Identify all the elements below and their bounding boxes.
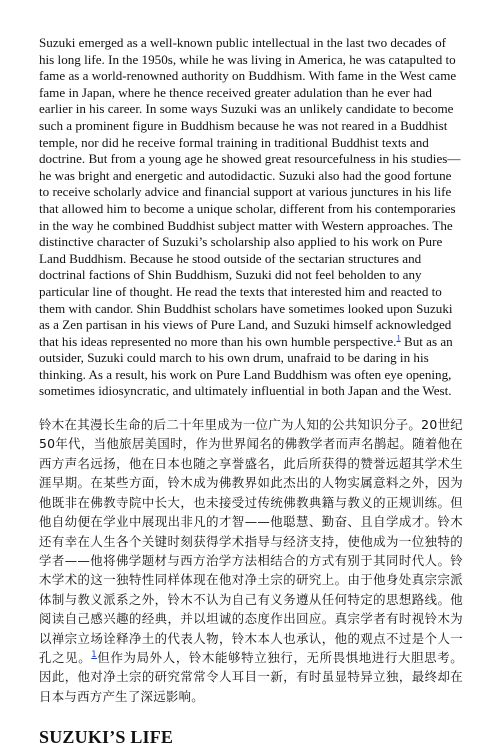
chinese-text-before-footnote: 铃木在其漫长生命的后二十年里成为一位广为人知的公共知识分子。20世纪50年代，当他旅居美国时，作为世界闻名的佛教学者而声名鹊起。随着他在西方声名远扬，他在日本也随之享誉盛名，此后所获得的赞誉远超其学术生涯早期。在某些方面，铃木成为佛教界如此杰出的人物实属意料之外，因为他既非在佛教寺院中长大，也未接受过传统佛教典籍与教义的正规训练。但他自幼便在学业中展现出非凡的才智——他聪慧、勤奋、且自学成才。铃木还有幸在人生各个关键时刻获得学术指导与经济支持，使他成为一位独特的学者——他将佛学题材与西方治学方法相结合的方式有别于其同时代人。铃木学术的这一独特性同样体现在他对净土宗的研究上。由于他身处真宗宗派体制与教义派系之外，铃木不认为自己有义务遵从任何特定的思想路线。他阅读自己感兴趣的经典，并以坦诚的态度作出回应。真宗学者有时视铃木为以禅宗立场诠释净土的代表人物，铃木本人也承认，他的观点不过是个人一孔之见。: [39, 417, 463, 665]
english-paragraph: [39, 35, 463, 400]
footnote-link-1-zh[interactable]: 1: [91, 649, 98, 660]
section-heading: SUZUKI’S LIFE: [39, 727, 174, 748]
footnote-link-1[interactable]: 1: [396, 332, 401, 343]
english-text-before-footnote: Suzuki emerged as a well-known public intellectual in the last two decades of his long life. In the 1950s, while he was living in America, he was catapulted to fame as a world-renowned authority on Buddhism. With fame in the West came fame in Japan, where he thence received greater adulation than he ever had earlier in his career. In some ways Suzuki was an unlikely candidate to become such a prominent figure in Buddhism because he was not reared in a Buddhist temple, nor did he receive formal training in traditional Buddhist texts and doctrine. But from a young age he showed great resourcefulness in his studies—he was bright and energetic and autodidactic. Suzuki also had the good fortune to receive scholarly advice and financial support at various junctures in his life that allowed him to become a unique scholar, different from his contemporaries in the way he combined Buddhist subject matter with Western approaches. The distinctive character of Suzuki’s scholarship also applied to his work on Pure Land Buddhism. Because he stood outside of the sectarian structures and doctrinal factions of Shin Buddhism, Suzuki did not feel beholden to any particular line of thought. He read the texts that interested him and reacted to them with candor. Shin Buddhist scholars have sometimes looked upon Suzuki as a Zen partisan in his views of Pure Land, and Suzuki himself acknowledged that his ideas represented no more than his own humble perspective.: [39, 35, 461, 349]
english-text-after-footnote: But as an outsider, Suzuki could march to his own drum, unafraid to be daring in his thinking. As a result, his work on Pure Land Buddhism was often eye opening, sometimes idiosyncratic, and ultimately influential in both Japan and the West.: [39, 333, 453, 399]
chinese-text-after-footnote: 但作为局外人，铃木能够特立独行，无所畏惧地进行大胆思考。因此，他对净土宗的研究常常令人耳目一新，有时虽显特异立独，最终却在日本与西方产生了深远影响。: [39, 649, 464, 704]
document-page: [39, 35, 463, 748]
chinese-paragraph: [39, 415, 463, 706]
